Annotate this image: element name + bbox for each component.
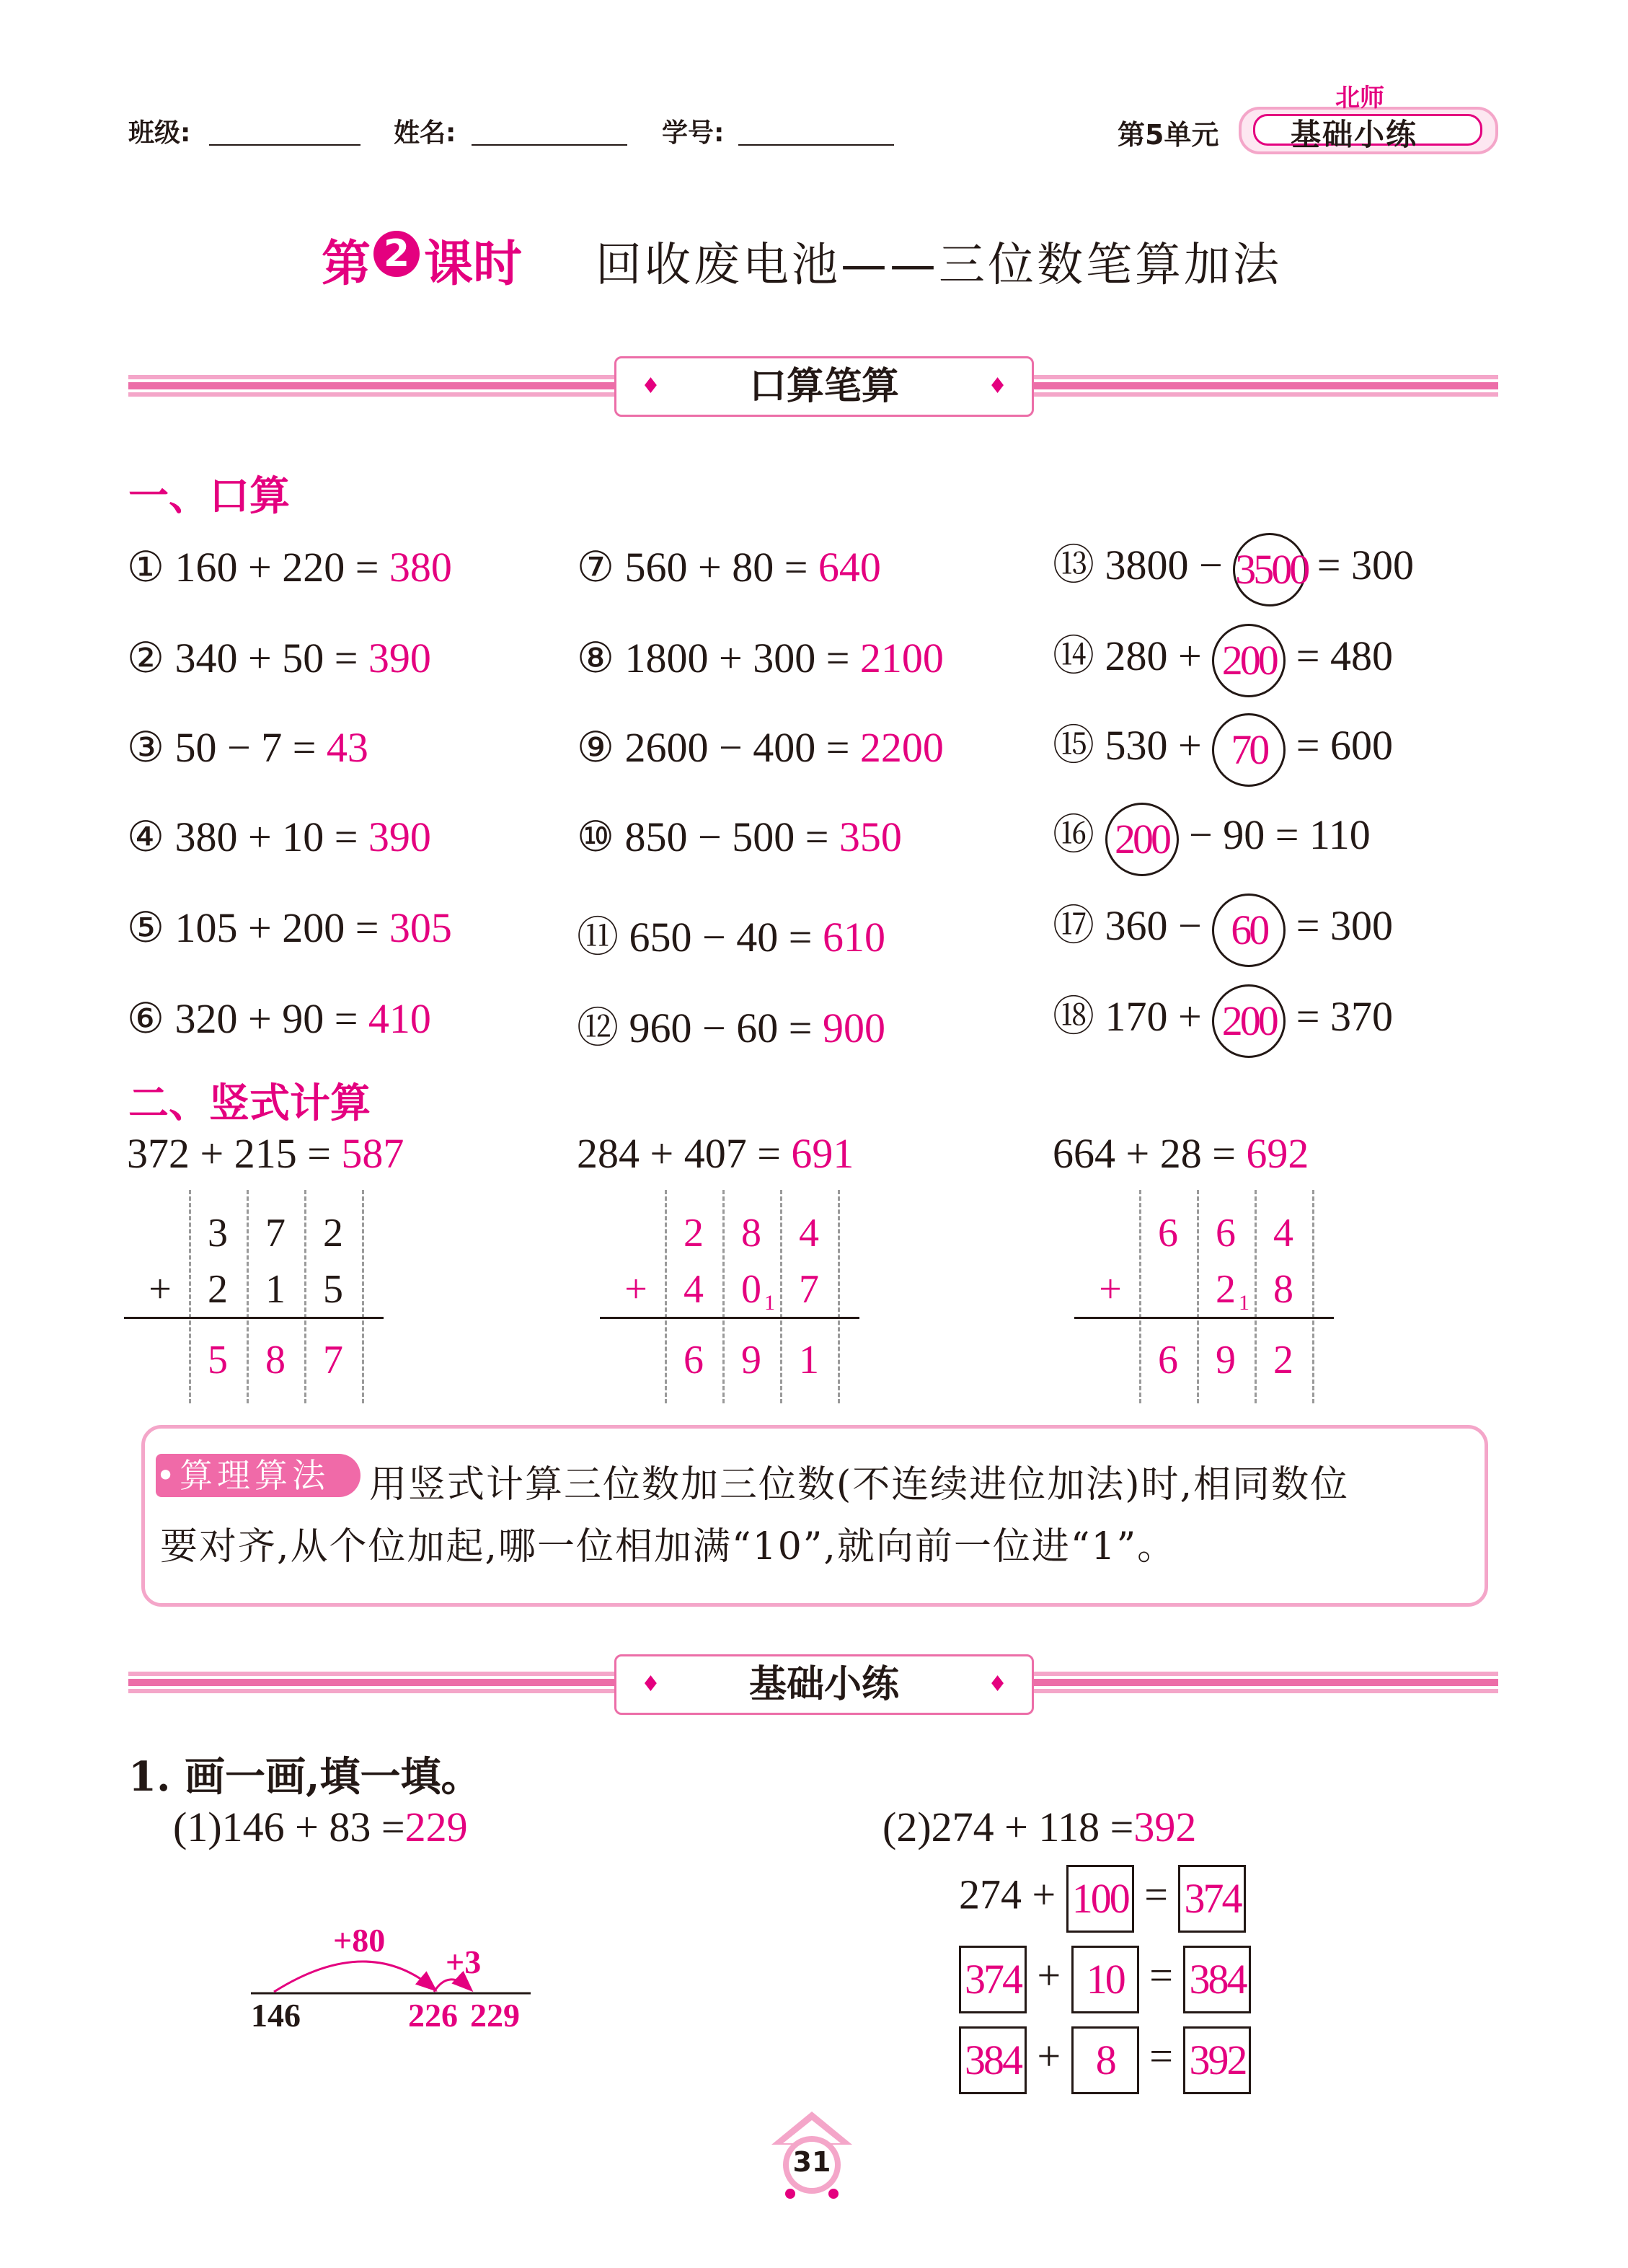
oral-item: ① 160 + 220 = 380 [127, 544, 452, 591]
name-label: 姓名: [394, 118, 456, 148]
unit-label: 第5单元 [1118, 119, 1219, 151]
part1-heading: 一、口算 [128, 473, 290, 520]
oral-item: ④ 380 + 10 = 390 [127, 813, 431, 860]
result-digit[interactable]: 5 [208, 1338, 228, 1382]
circled-answer[interactable]: 60 [1212, 893, 1286, 967]
oral-item: ③ 50 − 7 = 43 [127, 724, 368, 771]
class-blank[interactable] [209, 144, 360, 146]
step-row: 274 + 100 = 374 [959, 1865, 1246, 1933]
lesson-suffix: 课时 [424, 236, 523, 293]
jump-label-1: +80 [333, 1922, 386, 1959]
answer[interactable]: 390 [368, 813, 431, 860]
box-answer[interactable]: 374 [959, 1946, 1027, 2013]
oral-item: ⑥ 320 + 90 = 410 [127, 995, 431, 1042]
answer[interactable]: 410 [368, 995, 431, 1042]
id-label: 学号: [662, 118, 725, 148]
answer[interactable]: 587 [341, 1130, 404, 1177]
tip-tag: •算理算法 [156, 1454, 360, 1497]
answer[interactable]: 610 [822, 914, 885, 961]
vertical-problem-expr: 372 + 215 = 587 [127, 1130, 404, 1177]
circled-answer[interactable]: 200 [1105, 803, 1179, 876]
diamond-icon: ♦ [641, 1672, 660, 1697]
section-title-2-text: 基础小练 [748, 1663, 899, 1706]
box-answer[interactable]: 384 [959, 2026, 1027, 2094]
answer[interactable]: 692 [1246, 1130, 1309, 1177]
answer[interactable]: 2200 [859, 724, 944, 771]
vertical-problem-expr: 664 + 28 = 692 [1053, 1130, 1309, 1177]
badge-main-text: 基础小练 [1291, 117, 1418, 152]
jump-arc-80 [274, 1962, 434, 1992]
result-digit[interactable]: 6 [1158, 1338, 1178, 1382]
circled-answer[interactable]: 200 [1212, 624, 1286, 697]
plus-sign: + [1099, 1267, 1122, 1312]
oral-item: ⑤ 105 + 200 = 305 [127, 904, 452, 951]
answer[interactable]: 2100 [859, 635, 944, 681]
oral-item: ⑯ 200 − 90 = 110 [1053, 800, 1371, 876]
class-label: 班级: [128, 118, 191, 148]
oral-item: ⑧ 1800 + 300 = 2100 [577, 635, 944, 681]
box-answer[interactable]: 100 [1066, 1865, 1134, 1933]
oral-item: ⑮ 530 + 70 = 600 [1053, 711, 1393, 787]
section-title-2 [614, 1654, 1034, 1715]
box-answer[interactable]: 374 [1178, 1865, 1246, 1933]
name-blank[interactable] [472, 144, 627, 146]
box-answer[interactable]: 384 [1183, 1946, 1251, 2013]
result-digit[interactable]: 1 [799, 1338, 819, 1382]
circled-answer[interactable]: 3500 [1233, 533, 1306, 606]
answer[interactable]: 390 [368, 635, 431, 681]
answer[interactable]: 380 [389, 544, 452, 591]
answer[interactable]: 640 [818, 544, 881, 591]
box-answer[interactable]: 392 [1183, 2026, 1251, 2094]
oral-item: ⑰ 360 − 60 = 300 [1053, 891, 1393, 967]
plus-sign: + [624, 1267, 647, 1312]
oral-item: ⑬ 3800 − 3500 = 300 [1053, 531, 1414, 606]
vertical-calc-1: 3 7 2 + 2 1 5 5 8 7 [124, 1190, 384, 1403]
carry-mark: 1 [764, 1291, 775, 1315]
tip-line-1: 用竖式计算三位数加三位数(不连续进位加法)时,相同数位 [369, 1463, 1350, 1506]
diamond-icon: ♦ [988, 1672, 1007, 1697]
result-digit[interactable]: 7 [323, 1338, 343, 1382]
jump-label-2: +3 [446, 1943, 482, 1980]
box-answer[interactable]: 10 [1071, 1946, 1139, 2013]
line-start: 146 [251, 1997, 301, 2034]
jump-arc-3 [434, 1980, 470, 1992]
oral-item: ② 340 + 50 = 390 [127, 635, 431, 681]
section-title-1-text: 口算笔算 [748, 365, 899, 408]
circled-answer[interactable]: 200 [1212, 984, 1286, 1058]
question-1-part2: (2)274 + 118 =392 [882, 1804, 1197, 1850]
answer[interactable]: 350 [839, 813, 902, 860]
section-title-1 [614, 356, 1034, 417]
result-digit[interactable]: 8 [265, 1338, 286, 1382]
oral-item: ⑱ 170 + 200 = 370 [1053, 982, 1393, 1058]
page-number: 31 [792, 2146, 831, 2178]
tip-line-2: 要对齐,从个位加起,哪一位相加满“10”,就向前一位进“1”。 [160, 1525, 1177, 1568]
box-answer[interactable]: 8 [1071, 2026, 1139, 2094]
vertical-calc-2: 2 8 4 + 4 0 1 7 6 9 1 [600, 1190, 859, 1403]
badge-top-text: 北师 [1335, 84, 1384, 112]
answer[interactable]: 229 [404, 1804, 468, 1850]
oral-item: ⑭ 280 + 200 = 480 [1053, 622, 1393, 697]
answer[interactable]: 900 [822, 1005, 885, 1051]
oral-item: ⑫ 960 − 60 = 900 [577, 1005, 885, 1051]
diamond-icon: ♦ [988, 374, 1007, 399]
question-1-stem: 1. 画一画,填一填。 [128, 1753, 482, 1801]
oral-item: ⑪ 650 − 40 = 610 [577, 914, 885, 961]
line-end[interactable]: 229 [470, 1997, 520, 2034]
lesson-prefix: 第 [322, 236, 371, 293]
result-digit[interactable]: 9 [1216, 1338, 1236, 1382]
id-blank[interactable] [738, 144, 894, 146]
answer[interactable]: 305 [389, 904, 452, 951]
plus-sign: + [149, 1267, 172, 1312]
result-digit[interactable]: 6 [684, 1338, 704, 1382]
part2-heading: 二、竖式计算 [128, 1080, 371, 1127]
answer[interactable]: 691 [791, 1130, 854, 1177]
carry-mark: 1 [1239, 1291, 1249, 1315]
vertical-calc-3: 6 6 4 + 2 1 8 6 9 2 [1074, 1190, 1334, 1403]
answer[interactable]: 392 [1133, 1804, 1197, 1850]
question-1-part1: (1)146 + 83 =229 [173, 1804, 468, 1850]
answer[interactable]: 43 [326, 724, 368, 771]
result-digit[interactable]: 9 [741, 1338, 761, 1382]
lesson-topic: 回收废电池——三位数笔算加法 [596, 239, 1282, 292]
oral-item: ⑦ 560 + 80 = 640 [577, 544, 881, 591]
result-digit[interactable]: 2 [1273, 1338, 1293, 1382]
lesson-number: 2 [373, 231, 420, 277]
oral-item: ⑨ 2600 − 400 = 2200 [577, 724, 944, 771]
circled-answer[interactable]: 70 [1212, 713, 1286, 787]
step-row: 384 + 8 = 392 [959, 2026, 1251, 2094]
vertical-problem-expr: 284 + 407 = 691 [577, 1130, 854, 1177]
step-row: 374 + 10 = 384 [959, 1946, 1251, 2013]
line-mid[interactable]: 226 [408, 1997, 458, 2034]
diamond-icon: ♦ [641, 374, 660, 399]
oral-item: ⑩ 850 − 500 = 350 [577, 813, 902, 860]
